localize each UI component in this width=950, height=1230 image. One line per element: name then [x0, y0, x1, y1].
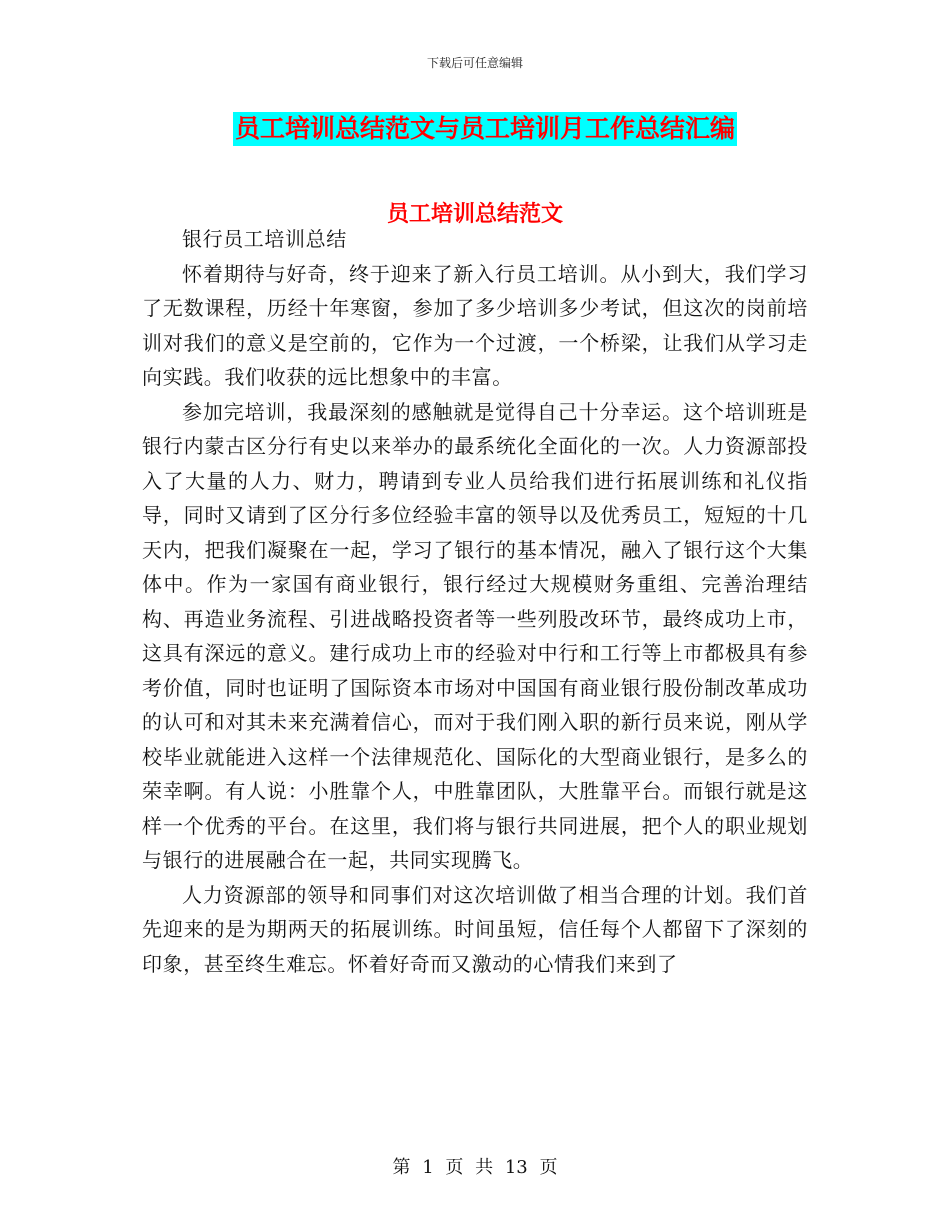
section-title: 员工培训总结范文 [386, 202, 563, 227]
paragraph-subtitle: 银行员工培训总结 [182, 227, 347, 251]
page-footer: 第 1 页 共 13 页 [392, 1157, 558, 1178]
paragraph-2: 参加完培训，我最深刻的感触就是觉得自己十分幸运。这个培训班是银行内蒙古区分行有史以来举办的最系统化全面化的一次。人力资源部投入了大量的人力、财力，聘请到专业人员给我们进行拓展训练和礼仪指导，同时又请到了区分行多位经验丰富的领导以及优秀员工，短短的十几天内，把我们凝聚在一起，学习了银行的基本情况，融入了银行这个大集体中。作为一家国有商业银行，银行经过大规模财务重组、完善治理结构、再造业务流程、引进战略投资者等一些列股改环节，最终成功上市，这具有深远的意义。建行成功上市的经验对中行和工行等上市都极具有参考价值，同时也证明了国际资本市场对中国国有商业银行股份制改革成功的认可和对其未来充满着信心，而对于我们刚入职的新行员来说，刚从学校毕业就能进入这样一个法律规范化、国际化的大型商业银行，是多么的荣幸啊。有人说：小胜靠个人，中胜靠团队，大胜靠平台。而银行就是这样一个优秀的平台。在这里，我们将与银行共同进展，把个人的职业规划与银行的进展融合在一起，共同实现腾飞。 [142, 399, 808, 872]
main-title-container [0, 112, 950, 146]
body-text [142, 222, 808, 981]
header-note: 下载后可任意编辑 [426, 56, 523, 70]
main-title: 员工培训总结范文与员工培训月工作总结汇编 [233, 112, 737, 146]
paragraph-1: 怀着期待与好奇，终于迎来了新入行员工培训。从小到大，我们学习了无数课程，历经十年寒窗，参加了多少培训多少考试，但这次的岗前培训对我们的意义是空前的，它作为一个过渡，一个桥梁，让我们从学习走向实践。我们收获的远比想象中的丰富。 [142, 261, 808, 389]
paragraph-3: 人力资源部的领导和同事们对这次培训做了相当合理的计划。我们首先迎来的是为期两天的拓展训练。时间虽短，信任每个人都留下了深刻的印象，甚至终生难忘。怀着好奇而又激动的心情我们来到了 [142, 882, 808, 976]
